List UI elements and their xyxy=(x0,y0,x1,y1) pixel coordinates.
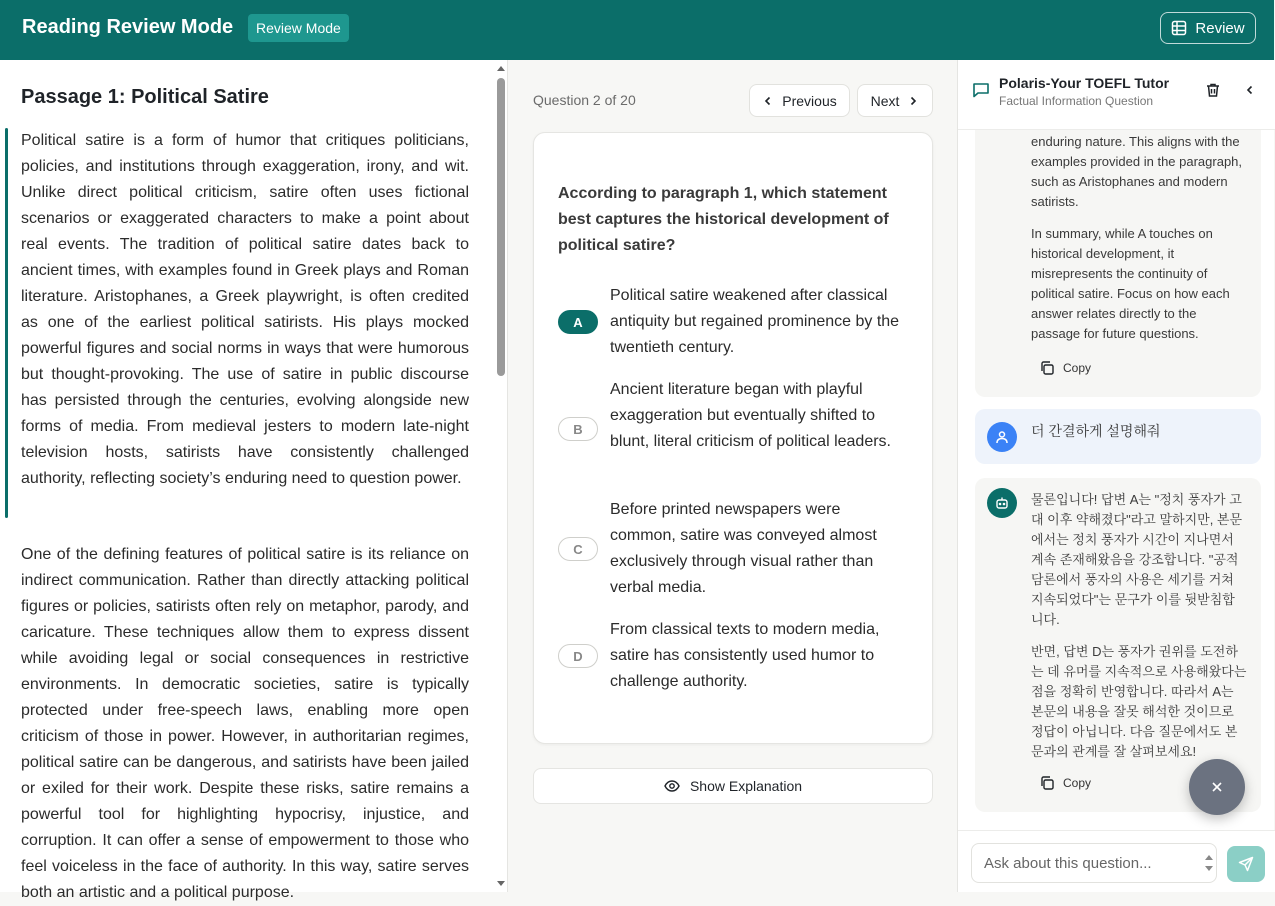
review-button[interactable] xyxy=(1160,12,1256,44)
option-text: Ancient literature began with playful exaggeration but eventually shifted to blunt, literal criticism of political leaders. xyxy=(610,381,891,450)
show-explanation-label: Show Explanation xyxy=(689,778,803,794)
close-floating-button[interactable] xyxy=(1189,759,1245,815)
scroll-up-arrow-icon[interactable] xyxy=(497,66,505,71)
tutor-name: Polaris-Your TOEFL Tutor xyxy=(999,75,1170,91)
question-text: According to paragraph 1, which statement best captures the historical development of political satire? xyxy=(558,185,889,254)
tutor-subtitle: Factual Information Question xyxy=(999,94,1154,108)
ai-message-text: 물론입니다! 답변 A는 "정치 풍자가 고대 이후 약해졌다"라고 말하지만, 본문에서는 정치 풍자가 시간이 지나면서 계속 존재해왔음을 강조합니다. "공적 담론에서 풍자의 사용은 세기를 거쳐 지속되었다"는 문구가 이를 뒷받침합니다. xyxy=(1031,492,1243,627)
scrollbar-thumb[interactable] xyxy=(497,78,505,376)
question-card xyxy=(533,132,933,744)
grid-icon xyxy=(1171,20,1187,36)
user-avatar xyxy=(987,422,1017,452)
passage-paragraph-1: Political satire is a form of humor that critiques politicians, policies, and institutions through exaggeration, irony, and wit. Unlike direct political criticism, satire often uses fictional scenarios or exaggerated characters to make a point about real events. The tradition of political satire dates back to ancient times, with examples found in Greek plays and Roman literature. Aristophanes, a Greek playwright, is often credited as one of the earliest political satirists. His plays mocked powerful figures and social norms in ways that were humorous but thought-provoking. The use of satire in public discourse has persisted through the centuries, evolving alongside new forms of media. From medieval jesters to modern late-night television hosts, satirists have consistently challenged authority, reflecting society’s enduring need to question power. xyxy=(21,132,469,487)
passage-title: Passage 1: Political Satire xyxy=(21,86,269,108)
copy-icon xyxy=(1039,775,1055,791)
option-text: From classical texts to modern media, satire has consistently used humor to challenge authority. xyxy=(610,621,880,690)
ai-message-text: In summary, while A touches on historical development, it misrepresents the continuity of political satire. Focus on how each answer relates directly to the passage for future questions. xyxy=(1031,226,1230,341)
passage-panel xyxy=(0,60,508,901)
ai-message-text: 반면, 답변 D는 풍자가 권위를 도전하는 데 유머를 지속적으로 사용해왔다는 점을 정확히 반영합니다. 따라서 A는 본문의 내용을 잘못 해석한 것이므로 정답이 아닙니다. 다음 질문에서도 본문과의 관계를 잘 살펴보세요! xyxy=(1031,644,1247,759)
passage-paragraph-2: One of the defining features of political satire is its reliance on indirect communication. Rather than directly attacking political figures or policies, satirists often rely on metaphor, parody, and caricature. These techniques allow them to express dissent while avoiding legal or social consequences in restrictive environments. In democratic societies, satire is typically protected under free-speech laws, enabling more open criticism of those in power. However, in authoritarian regimes, political satire can be dangerous, and satirists have been jailed or exiled for their work. Despite these risks, satire remains a powerful tool for highlighting hypocrisy, injustice, and corruption. It can offer a sense of empowerment to those who feel voiceless in the face of authority. In this way, satire serves both an artistic and a political purpose. xyxy=(21,546,469,901)
chat-messages xyxy=(958,130,1275,830)
trash-icon[interactable] xyxy=(1205,82,1221,98)
next-label: Next xyxy=(870,92,900,109)
chat-bubble-icon xyxy=(972,81,990,99)
app-title: Reading Review Mode xyxy=(22,16,234,38)
bot-icon xyxy=(995,496,1009,510)
send-icon xyxy=(1238,856,1254,872)
copy-label: Copy xyxy=(1063,361,1092,375)
user-message xyxy=(975,409,1261,464)
paragraph-highlight-marker xyxy=(5,128,8,518)
question-panel xyxy=(509,60,957,892)
send-button[interactable] xyxy=(1227,846,1265,882)
option-letter: B xyxy=(558,417,598,441)
option-text: Political satire weakened after classical antiquity but regained prominence by the twentieth century. xyxy=(610,287,900,356)
previous-label: Previous xyxy=(782,92,837,109)
option-c[interactable] xyxy=(558,497,910,601)
option-b[interactable] xyxy=(558,377,910,481)
input-resize-icon[interactable] xyxy=(1204,853,1214,873)
option-d[interactable] xyxy=(558,617,910,695)
ai-message xyxy=(975,110,1261,397)
copy-icon xyxy=(1039,360,1055,376)
option-letter: D xyxy=(558,644,598,668)
option-letter: C xyxy=(558,537,598,561)
copy-button[interactable] xyxy=(1039,775,1091,791)
ai-message-text: enduring nature. This aligns with the examples provided in the paragraph, such as Aristophanes and modern satirists. xyxy=(1031,134,1243,209)
mode-badge: Review Mode xyxy=(248,14,349,42)
app-header xyxy=(0,0,1274,60)
chat-input-area xyxy=(958,830,1275,892)
question-counter: Question 2 of 20 xyxy=(533,92,636,108)
chevron-right-icon xyxy=(907,95,919,107)
show-explanation-button[interactable] xyxy=(533,768,933,804)
bot-avatar xyxy=(987,488,1017,518)
chat-header xyxy=(958,60,1275,130)
close-icon xyxy=(1210,780,1224,794)
previous-button[interactable] xyxy=(749,84,850,117)
chat-input[interactable] xyxy=(971,843,1217,883)
next-button[interactable] xyxy=(857,84,933,117)
passage-scrollbar[interactable] xyxy=(494,60,508,892)
copy-label: Copy xyxy=(1063,776,1092,790)
option-letter: A xyxy=(558,310,598,334)
user-icon xyxy=(995,430,1009,444)
option-text: Before printed newspapers were common, satire was conveyed almost exclusively through visual rather than verbal media. xyxy=(610,501,877,596)
chevron-left-icon xyxy=(762,95,774,107)
eye-icon xyxy=(664,778,680,794)
collapse-chevron-icon[interactable] xyxy=(1244,84,1256,96)
user-message-text: 더 간결하게 설명해줘 xyxy=(1031,423,1161,439)
scroll-down-arrow-icon[interactable] xyxy=(497,881,505,886)
review-button-label: Review xyxy=(1195,19,1245,37)
option-a[interactable] xyxy=(558,283,910,361)
copy-button[interactable] xyxy=(1039,360,1091,376)
